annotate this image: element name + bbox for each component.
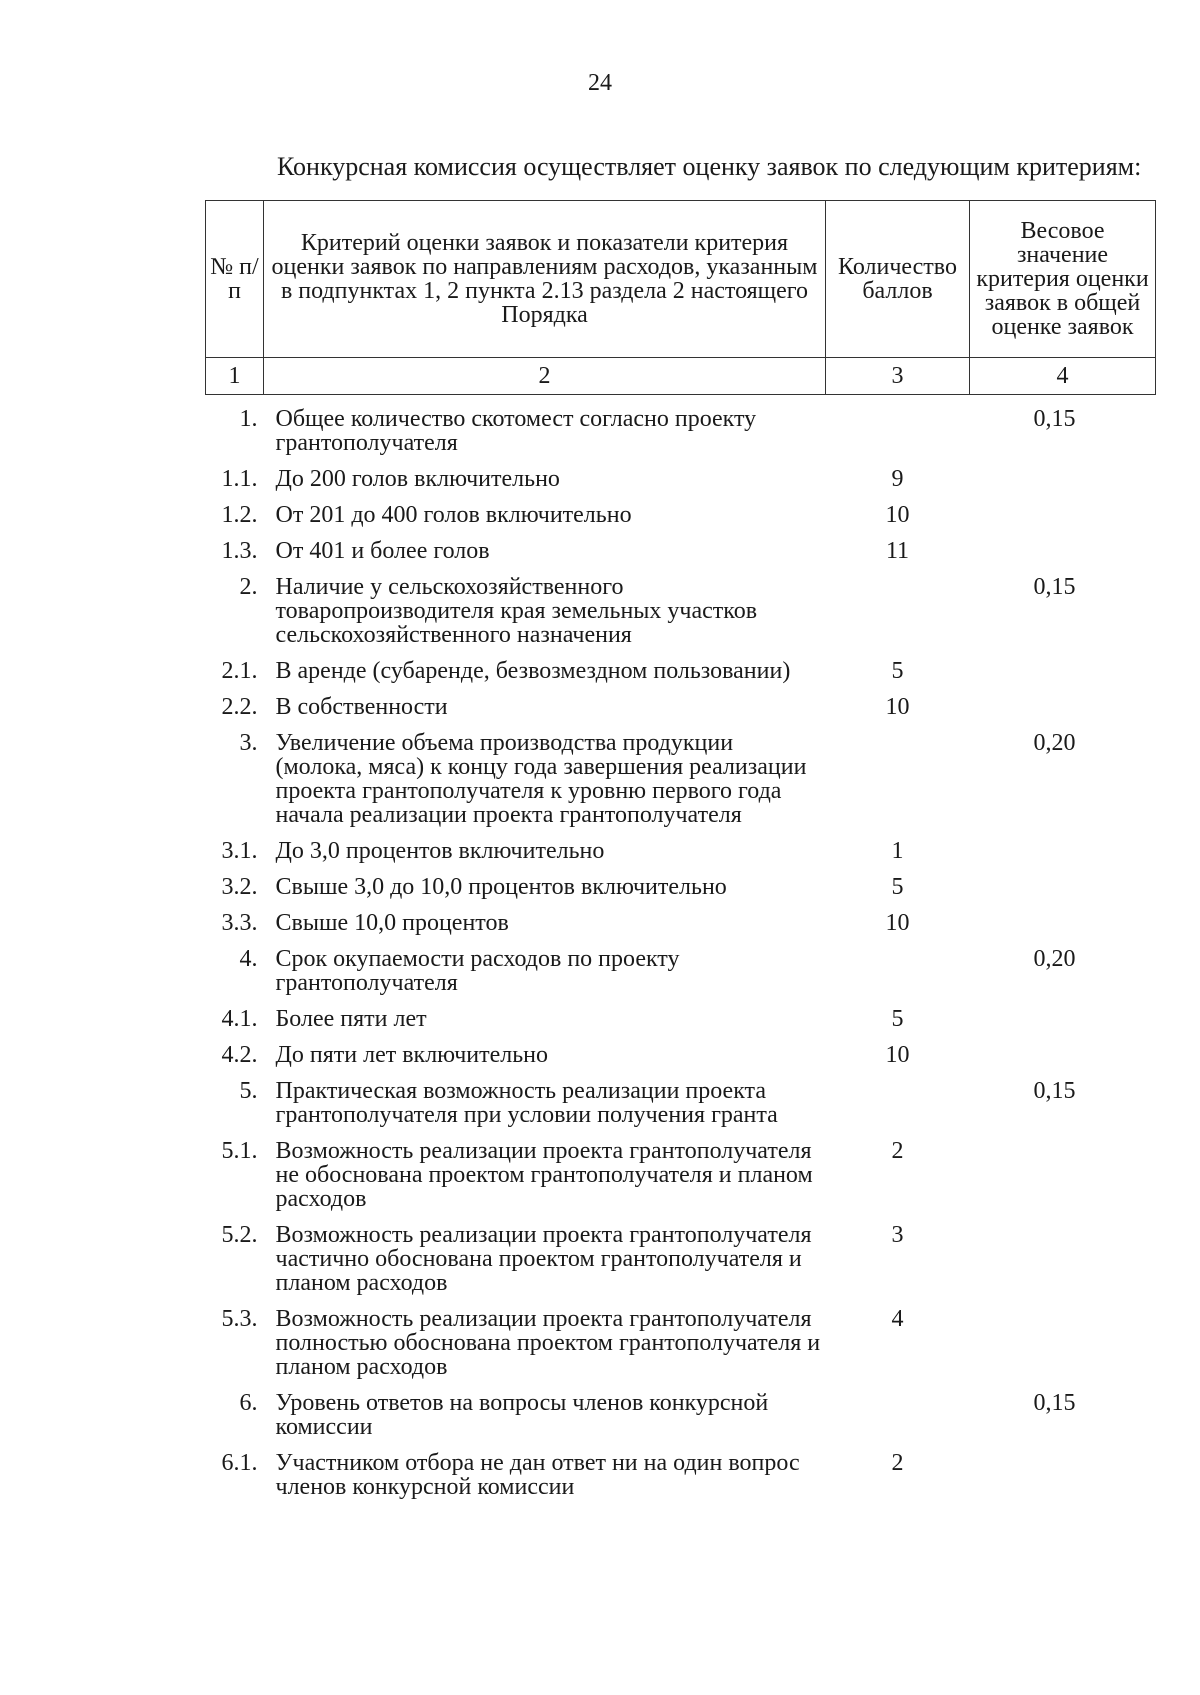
row-weight [970, 1304, 1156, 1388]
row-weight: 0,15 [1033, 406, 1076, 432]
row-number: 3.2. [221, 874, 258, 900]
table-row [206, 1388, 1156, 1448]
row-criterion: От 201 до 400 голов включительно [275, 502, 632, 528]
table-row [206, 1304, 1156, 1388]
row-criterion: Свыше 10,0 процентов [275, 910, 509, 936]
table-row [206, 1448, 1156, 1508]
header-criterion: Критерий оценки заявок и показатели критерия оценки заявок по направлениям расходов, указанным в подпунктах 1, 2 пункта 2.13 раздела 2 настоящего Порядка [264, 201, 826, 358]
row-number: 3. [239, 730, 258, 756]
row-criterion: До 3,0 процентов включительно [275, 838, 605, 864]
row-weight [970, 872, 1156, 908]
table-row [206, 836, 1156, 872]
row-criterion: Более пяти лет [275, 1006, 427, 1032]
row-points: 9 [891, 466, 904, 492]
row-weight [970, 1040, 1156, 1076]
row-number: 3.3. [221, 910, 258, 936]
table-row [206, 944, 1156, 1004]
row-number: 4. [239, 946, 258, 972]
row-number: 1.1. [221, 466, 258, 492]
table-row [206, 728, 1156, 836]
row-weight: 0,20 [1033, 946, 1076, 972]
table-row [206, 395, 1156, 465]
row-number: 4.1. [221, 1006, 258, 1032]
row-number: 1.2. [221, 502, 258, 528]
row-number: 5. [239, 1078, 258, 1104]
row-weight: 0,15 [1033, 1390, 1076, 1416]
row-points: 5 [891, 874, 904, 900]
row-weight: 0,15 [1033, 1078, 1076, 1104]
row-points: 4 [891, 1306, 904, 1332]
row-criterion: Участником отбора не дан ответ ни на один вопрос членов конкурсной комиссии [275, 1450, 800, 1500]
header-number: № п/п [206, 201, 264, 358]
row-points [826, 728, 970, 836]
row-criterion: Общее количество скотомест согласно проекту грантополучателя [275, 406, 757, 456]
row-number: 6.1. [221, 1450, 258, 1476]
column-number-row [206, 358, 1156, 395]
row-points: 5 [891, 658, 904, 684]
row-criterion: Срок окупаемости расходов по проекту грантополучателя [275, 946, 680, 996]
header-weight: Весовое значение критерия оценки заявок в общей оценке заявок [970, 201, 1156, 358]
criteria-table [205, 200, 1156, 1508]
row-number: 2. [239, 574, 258, 600]
table-row [206, 908, 1156, 944]
row-weight: 0,20 [1033, 730, 1076, 756]
row-points: 2 [891, 1138, 904, 1164]
row-weight [970, 908, 1156, 944]
criteria-body [206, 395, 1156, 1509]
row-points [826, 1388, 970, 1448]
table-row [206, 536, 1156, 572]
row-points [826, 395, 970, 465]
table-row [206, 464, 1156, 500]
table-row [206, 1136, 1156, 1220]
row-criterion: В собственности [275, 694, 448, 720]
column-number-3: 3 [826, 358, 970, 395]
row-weight [970, 692, 1156, 728]
row-criterion: Уровень ответов на вопросы членов конкурсной комиссии [275, 1390, 769, 1440]
row-criterion: Наличие у сельскохозяйственного товаропроизводителя края земельных участков сельскохозяйственного назначения [275, 574, 758, 648]
table-row [206, 692, 1156, 728]
row-weight [970, 1136, 1156, 1220]
row-weight [970, 500, 1156, 536]
row-weight [970, 656, 1156, 692]
row-number: 5.2. [221, 1222, 258, 1248]
row-number: 5.3. [221, 1306, 258, 1332]
row-weight [970, 1220, 1156, 1304]
row-number: 3.1. [221, 838, 258, 864]
row-points: 3 [891, 1222, 904, 1248]
row-number: 1.3. [221, 538, 258, 564]
row-points: 1 [891, 838, 904, 864]
row-number: 2.2. [221, 694, 258, 720]
intro-paragraph: Конкурсная комиссия осуществляет оценку заявок по следующим критериям: [277, 152, 1142, 181]
row-weight [970, 1004, 1156, 1040]
row-points: 10 [885, 1042, 910, 1068]
column-number-4: 4 [970, 358, 1156, 395]
row-criterion: Практическая возможность реализации проекта грантополучателя при условии получения гранта [275, 1078, 778, 1128]
table-row [206, 872, 1156, 908]
row-criterion: Возможность реализации проекта грантополучателя полностью обоснована проектом грантополучателя и планом расходов [275, 1306, 821, 1380]
row-weight [970, 536, 1156, 572]
row-number: 1. [239, 406, 258, 432]
row-points: 5 [891, 1006, 904, 1032]
table-row [206, 1004, 1156, 1040]
row-points: 10 [885, 694, 910, 720]
row-criterion: В аренде (субаренде, безвозмездном пользовании) [275, 658, 791, 684]
table-row [206, 1076, 1156, 1136]
row-criterion: Возможность реализации проекта грантополучателя не обоснована проектом грантополучателя и планом расходов [275, 1138, 813, 1212]
page-number: 24 [588, 70, 612, 96]
row-number: 4.2. [221, 1042, 258, 1068]
row-weight [970, 1448, 1156, 1508]
column-number-1: 1 [206, 358, 264, 395]
table-row [206, 656, 1156, 692]
row-weight: 0,15 [1033, 574, 1076, 600]
header-points: Количество баллов [826, 201, 970, 358]
row-points: 2 [891, 1450, 904, 1476]
row-points [826, 1076, 970, 1136]
row-criterion: До пяти лет включительно [275, 1042, 549, 1068]
column-number-2: 2 [264, 358, 826, 395]
row-criterion: Возможность реализации проекта грантополучателя частично обоснована проектом грантополучателя и планом расходов [275, 1222, 812, 1296]
table-row [206, 500, 1156, 536]
row-number: 2.1. [221, 658, 258, 684]
row-criterion: До 200 голов включительно [275, 466, 560, 492]
row-criterion: Свыше 3,0 до 10,0 процентов включительно [275, 874, 727, 900]
row-weight [970, 464, 1156, 500]
table-row [206, 1040, 1156, 1076]
row-points: 10 [885, 502, 910, 528]
table-row [206, 572, 1156, 656]
row-points [826, 944, 970, 1004]
row-criterion: От 401 и более голов [275, 538, 490, 564]
row-points [826, 572, 970, 656]
row-number: 6. [239, 1390, 258, 1416]
row-criterion: Увеличение объема производства продукции (молока, мяса) к концу года завершения реализации проекта грантополучателя к уровню первого года начала реализации проекта грантополучателя [275, 730, 807, 828]
row-points: 10 [885, 910, 910, 936]
row-points: 11 [885, 538, 910, 564]
row-number: 5.1. [221, 1138, 258, 1164]
header-row [206, 201, 1156, 358]
row-weight [970, 836, 1156, 872]
table-row [206, 1220, 1156, 1304]
